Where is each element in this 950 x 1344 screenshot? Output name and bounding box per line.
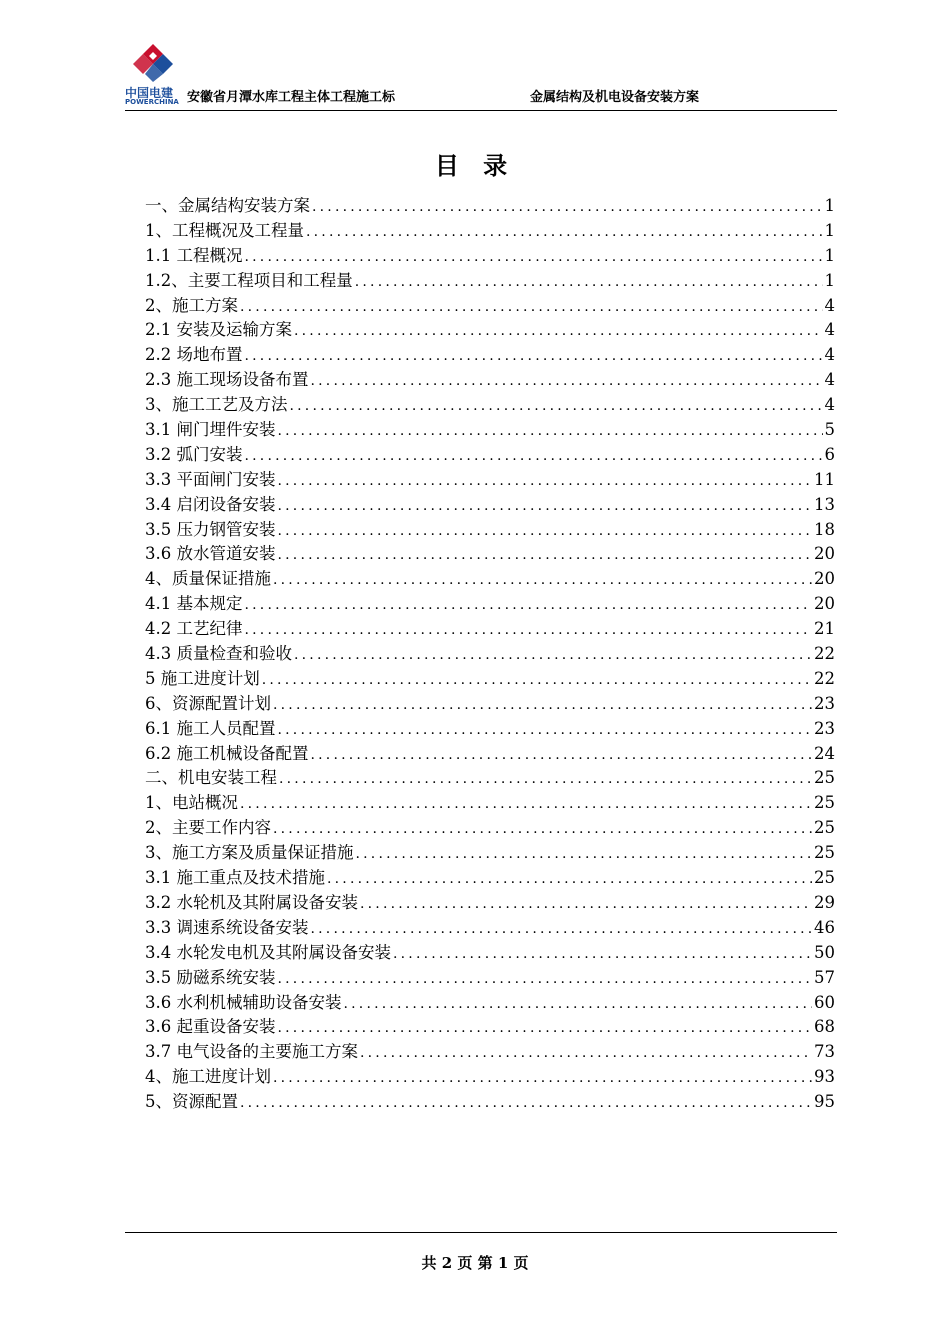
- toc-entry-title: 4.1 基本规定: [145, 594, 243, 614]
- toc-entry[interactable]: [145, 791, 835, 816]
- toc-dot-leader: [279, 767, 812, 792]
- toc-entry-page: 20: [814, 569, 835, 589]
- toc-entry-page: 93: [814, 1067, 835, 1087]
- logo-chinese-text: 中国电建: [125, 86, 174, 100]
- toc-dot-leader: [245, 245, 823, 270]
- toc-entry-page: 50: [814, 942, 835, 962]
- toc-dot-leader: [311, 369, 823, 394]
- toc-dot-leader: [278, 718, 813, 743]
- toc-entry[interactable]: [145, 592, 835, 617]
- toc-entry-page: 22: [814, 668, 835, 688]
- toc-entry-title: 3、施工方案及质量保证措施: [145, 843, 354, 863]
- toc-entry-page: 1: [824, 245, 835, 265]
- toc-entry-page: 60: [814, 992, 835, 1012]
- toc-entry-title: 5 施工进度计划: [145, 668, 260, 688]
- logo-english-text: POWERCHINA: [125, 98, 179, 106]
- toc-entry[interactable]: [145, 916, 835, 941]
- toc-entry-title: 1.2、主要工程项目和工程量: [145, 270, 353, 290]
- toc-entry[interactable]: [145, 468, 835, 493]
- toc-entry-title: 4、施工进度计划: [145, 1067, 271, 1087]
- toc-entry-title: 4.2 工艺纪律: [145, 619, 243, 639]
- toc-entry-title: 5、资源配置: [145, 1092, 238, 1112]
- toc-dot-leader: [245, 344, 823, 369]
- toc-dot-leader: [360, 892, 812, 917]
- toc-entry[interactable]: [145, 667, 835, 692]
- toc-dot-leader: [393, 942, 812, 967]
- toc-entry-title: 3.3 调速系统设备安装: [145, 917, 309, 937]
- toc-entry-title: 3.5 压力钢管安装: [145, 519, 276, 539]
- toc-entry-page: 20: [814, 594, 835, 614]
- toc-dot-leader: [278, 967, 813, 992]
- header-divider: [125, 110, 837, 111]
- toc-dot-leader: [344, 992, 813, 1017]
- toc-entry-title: 3.3 平面闸门安装: [145, 469, 276, 489]
- toc-dot-leader: [278, 494, 813, 519]
- toc-dot-leader: [240, 295, 823, 320]
- toc-entry-page: 20: [814, 544, 835, 564]
- table-of-contents: [145, 194, 835, 1115]
- toc-dot-leader: [278, 543, 813, 568]
- toc-entry-title: 2.1 安装及运输方案: [145, 320, 292, 340]
- toc-dot-leader: [278, 419, 823, 444]
- header-project-title: 安徽省月潭水库工程主体工程施工标: [187, 90, 396, 105]
- toc-dot-leader: [278, 1016, 813, 1041]
- toc-dot-leader: [356, 842, 813, 867]
- toc-entry-title: 3.2 水轮机及其附属设备安装: [145, 892, 358, 912]
- toc-entry-title: 6.2 施工机械设备配置: [145, 743, 309, 763]
- toc-entry[interactable]: [145, 816, 835, 841]
- toc-entry-page: 46: [814, 917, 835, 937]
- toc-entry-title: 3.7 电气设备的主要施工方案: [145, 1042, 358, 1062]
- toc-entry-title: 3.6 起重设备安装: [145, 1017, 276, 1037]
- toc-dot-leader: [273, 568, 812, 593]
- page-number: 共 2 页 第 1 页: [421, 1254, 529, 1272]
- toc-entry-title: 6.1 施工人员配置: [145, 718, 276, 738]
- toc-entry-title: 4、质量保证措施: [145, 569, 271, 589]
- toc-entry-page: 68: [814, 1017, 835, 1037]
- toc-entry[interactable]: [145, 269, 835, 294]
- toc-dot-leader: [278, 519, 813, 544]
- toc-dot-leader: [245, 618, 813, 643]
- toc-entry[interactable]: [145, 742, 835, 767]
- toc-dot-leader: [311, 917, 813, 942]
- toc-entry-title: 2.3 施工现场设备布置: [145, 370, 309, 390]
- toc-dot-leader: [294, 319, 823, 344]
- footer-divider: [125, 1232, 837, 1233]
- toc-entry[interactable]: [145, 194, 835, 219]
- toc-dot-leader: [273, 693, 812, 718]
- toc-entry-title: 3.1 闸门埋件安装: [145, 420, 276, 440]
- toc-entry-page: 21: [814, 619, 835, 639]
- toc-entry-page: 6: [824, 444, 835, 464]
- toc-entry-title: 3.2 弧门安装: [145, 444, 243, 464]
- toc-entry[interactable]: [145, 542, 835, 567]
- toc-entry[interactable]: [145, 343, 835, 368]
- toc-entry-page: 1: [824, 220, 835, 240]
- toc-entry[interactable]: [145, 617, 835, 642]
- toc-entry-title: 2.2 场地布置: [145, 345, 243, 365]
- toc-entry[interactable]: [145, 692, 835, 717]
- toc-entry-page: 25: [814, 843, 835, 863]
- toc-entry[interactable]: [145, 518, 835, 543]
- toc-dot-leader: [355, 270, 823, 295]
- toc-entry[interactable]: [145, 941, 835, 966]
- toc-dot-leader: [306, 220, 823, 245]
- toc-entry[interactable]: [145, 766, 835, 791]
- toc-entry[interactable]: [145, 567, 835, 592]
- toc-entry-title: 3.1 施工重点及技术措施: [145, 868, 325, 888]
- toc-entry-page: 25: [814, 768, 835, 788]
- toc-entry-title: 2、施工方案: [145, 295, 238, 315]
- toc-dot-leader: [240, 1091, 812, 1116]
- toc-entry-page: 73: [814, 1042, 835, 1062]
- logo-mark-icon: [133, 42, 173, 82]
- toc-dot-leader: [273, 1066, 812, 1091]
- toc-entry-page: 24: [814, 743, 835, 763]
- header-document-title: 金属结构及机电设备安装方案: [530, 90, 700, 105]
- toc-dot-leader: [273, 817, 812, 842]
- toc-entry[interactable]: [145, 393, 835, 418]
- toc-entry-page: 4: [824, 295, 835, 315]
- toc-entry[interactable]: [145, 642, 835, 667]
- toc-entry[interactable]: [145, 418, 835, 443]
- toc-dot-leader: [278, 469, 813, 494]
- toc-entry-title: 3.6 放水管道安装: [145, 544, 276, 564]
- toc-entry-title: 3、施工工艺及方法: [145, 395, 288, 415]
- toc-entry[interactable]: [145, 493, 835, 518]
- toc-entry-title: 6、资源配置计划: [145, 693, 271, 713]
- toc-entry[interactable]: [145, 717, 835, 742]
- toc-dot-leader: [312, 195, 823, 220]
- toc-entry-page: 4: [824, 395, 835, 415]
- toc-dot-leader: [360, 1041, 812, 1066]
- toc-dot-leader: [240, 792, 812, 817]
- toc-entry[interactable]: [145, 368, 835, 393]
- toc-entry-title: 1、工程概况及工程量: [145, 220, 304, 240]
- page-header: [125, 40, 837, 110]
- page-title: 目 录: [434, 151, 516, 180]
- toc-entry[interactable]: [145, 443, 835, 468]
- toc-entry-page: 29: [814, 892, 835, 912]
- toc-entry[interactable]: [145, 219, 835, 244]
- toc-entry-title: 3.5 励磁系统安装: [145, 967, 276, 987]
- toc-entry-title: 1、电站概况: [145, 793, 238, 813]
- toc-entry-title: 1.1 工程概况: [145, 245, 243, 265]
- toc-entry-page: 18: [814, 519, 835, 539]
- toc-entry-title: 2、主要工作内容: [145, 818, 271, 838]
- toc-entry-page: 4: [824, 370, 835, 390]
- toc-entry[interactable]: [145, 1090, 835, 1115]
- toc-dot-leader: [327, 867, 812, 892]
- toc-entry-title: 4.3 质量检查和验收: [145, 644, 292, 664]
- toc-entry[interactable]: [145, 841, 835, 866]
- toc-entry-page: 1: [824, 196, 835, 215]
- toc-entry-page: 4: [824, 345, 835, 365]
- toc-entry[interactable]: [145, 991, 835, 1016]
- toc-entry-page: 5: [824, 420, 835, 440]
- toc-entry-page: 57: [814, 967, 835, 987]
- toc-dot-leader: [311, 743, 813, 768]
- powerchina-logo: [125, 42, 185, 106]
- toc-entry-page: 25: [814, 793, 835, 813]
- toc-dot-leader: [245, 444, 823, 469]
- toc-entry-page: 25: [814, 868, 835, 888]
- toc-entry[interactable]: [145, 1040, 835, 1065]
- toc-entry-page: 22: [814, 644, 835, 664]
- toc-entry-page: 11: [814, 469, 835, 489]
- toc-entry-title: 3.6 水利机械辅助设备安装: [145, 992, 342, 1012]
- toc-dot-leader: [294, 643, 812, 668]
- toc-dot-leader: [262, 668, 812, 693]
- toc-entry-page: 4: [824, 320, 835, 340]
- toc-entry-title: 一、金属结构安装方案: [145, 196, 310, 215]
- toc-entry-page: 1: [824, 270, 835, 290]
- toc-entry-page: 95: [814, 1092, 835, 1112]
- toc-entry-page: 25: [814, 818, 835, 838]
- toc-entry[interactable]: [145, 966, 835, 991]
- toc-entry-title: 二、机电安装工程: [145, 768, 277, 788]
- toc-entry[interactable]: [145, 1015, 835, 1040]
- toc-entry[interactable]: [145, 891, 835, 916]
- toc-entry[interactable]: [145, 244, 835, 269]
- toc-entry-title: 3.4 水轮发电机及其附属设备安装: [145, 942, 391, 962]
- toc-dot-leader: [245, 593, 813, 618]
- toc-entry[interactable]: [145, 318, 835, 343]
- toc-entry-page: 23: [814, 693, 835, 713]
- toc-entry-title: 3.4 启闭设备安装: [145, 494, 276, 514]
- toc-entry[interactable]: [145, 866, 835, 891]
- toc-entry[interactable]: [145, 1065, 835, 1090]
- toc-dot-leader: [290, 394, 823, 419]
- toc-entry-page: 13: [814, 494, 835, 514]
- toc-entry[interactable]: [145, 294, 835, 319]
- toc-entry-page: 23: [814, 718, 835, 738]
